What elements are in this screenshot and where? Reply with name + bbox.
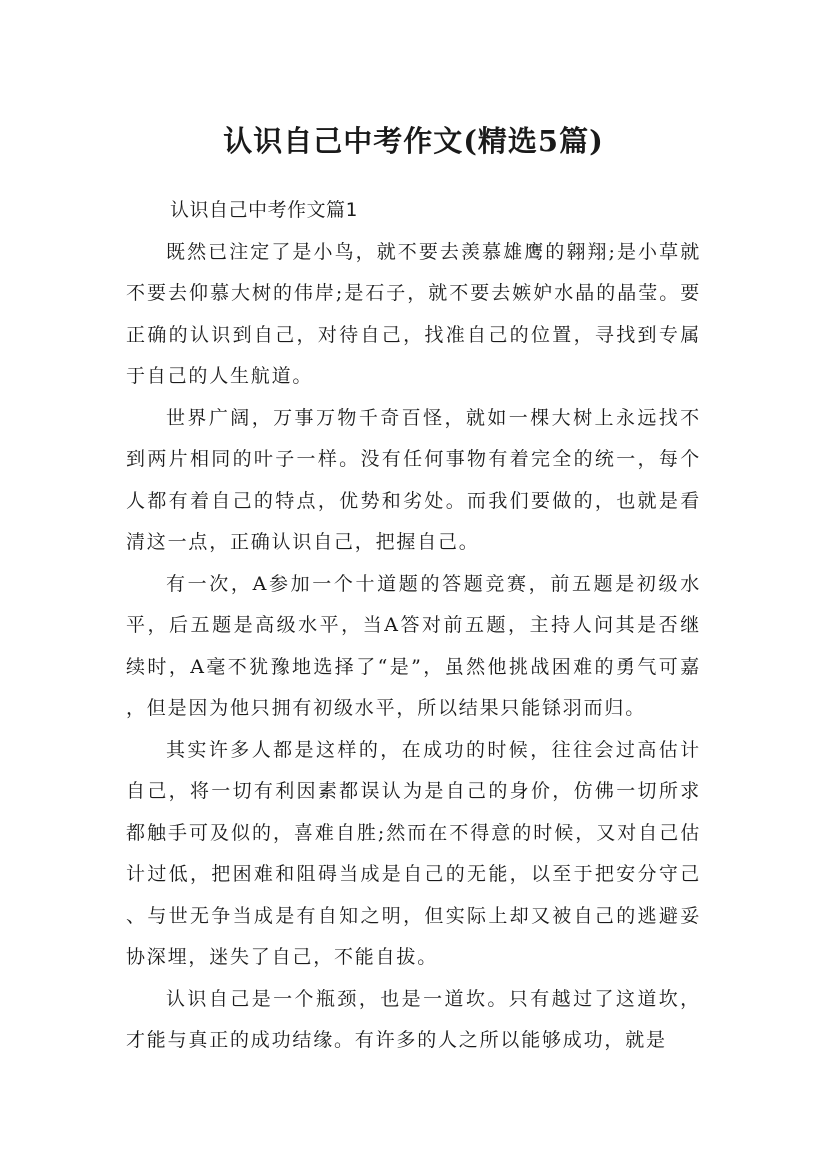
paragraph-5: 认识自己是一个瓶颈，也是一道坎。只有越过了这道坎，才能与真正的成功结缘。有许多的人之所以能够成功，就是: [126, 987, 701, 1051]
paragraph-1: 既然已注定了是小鸟，就不要去羡慕雄鹰的翱翔;是小草就不要去仰慕大树的伟岸;是石子，就不要去嫉妒水晶的晶莹。要正确的认识到自己，对待自己，找准自己的位置，寻找到专属于自己的人生航道。: [126, 240, 701, 387]
document-title: 认识自己中考作文(精选5篇): [223, 124, 604, 159]
section-heading: 认识自己中考作文篇1: [170, 199, 358, 221]
paragraph-4: 其实许多人都是这样的，在成功的时候，往往会过高估计自己，将一切有利因素都误认为是自己的身价，仿佛一切所求都触手可及似的，喜难自胜;然而在不得意的时候，又对自己估计过低，把困难和阻碍当成是自己的无能，以至于把安分守己、与世无争当成是有自知之明，但实际上却又被自己的逃避妥协深埋，迷失了自己，不能自拔。: [126, 738, 701, 968]
paragraph-3: 有一次，A参加一个十道题的答题竞赛，前五题是初级水平，后五题是高级水平，当A答对前五题，主持人问其是否继续时，A毫不犹豫地选择了“是”，虽然他挑战困难的勇气可嘉，但是因为他只拥有初级水平，所以结果只能铩羽而归。: [126, 572, 701, 719]
paragraph-2: 世界广阔，万事万物千奇百怪，就如一棵大树上永远找不到两片相同的叶子一样。没有任何事物有着完全的统一，每个人都有着自己的特点，优势和劣处。而我们要做的，也就是看清这一点，正确认识自己，把握自己。: [126, 406, 701, 553]
article-body: [126, 190, 701, 1062]
